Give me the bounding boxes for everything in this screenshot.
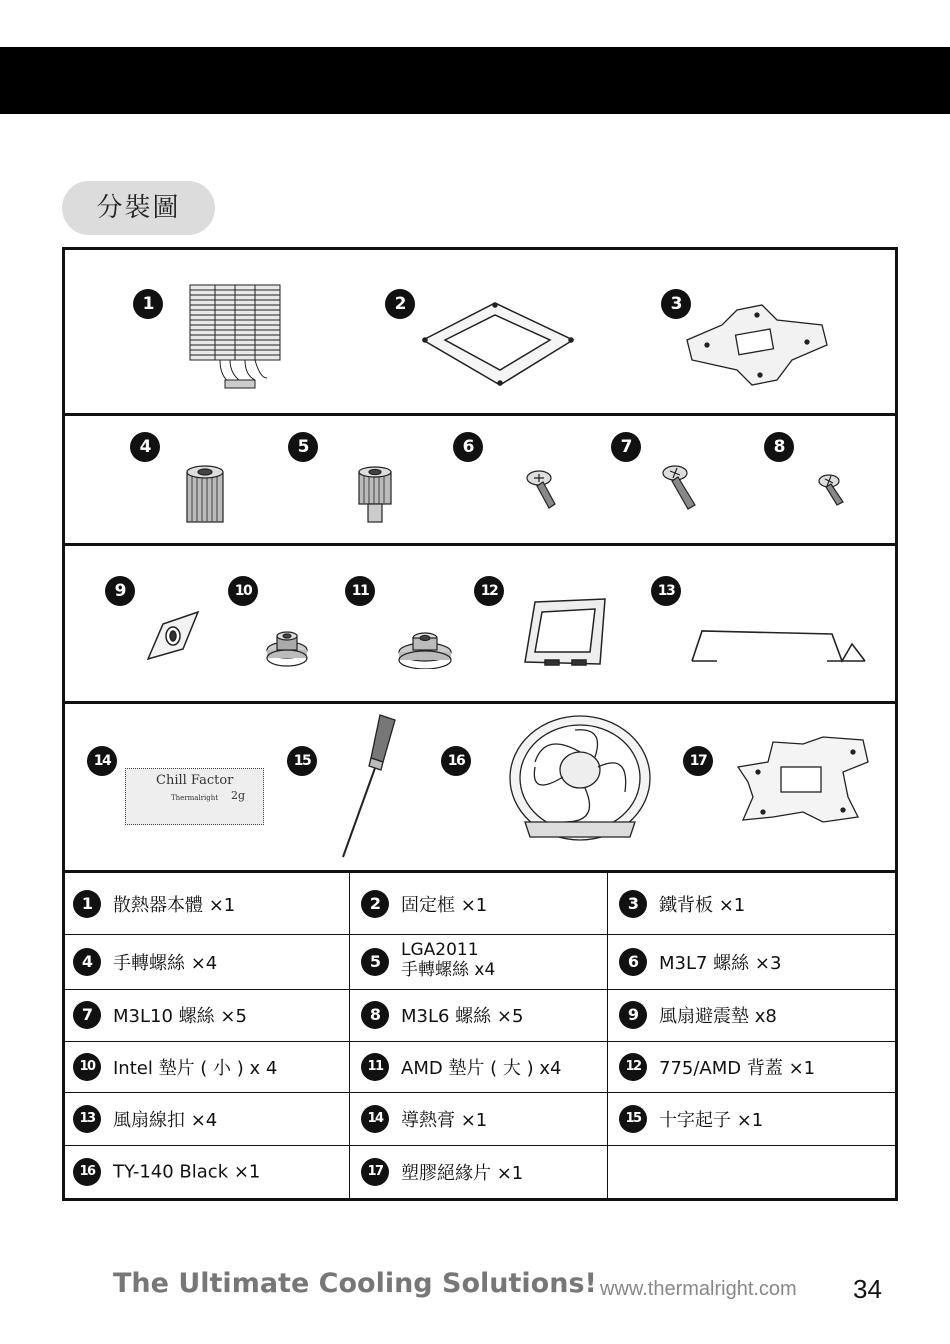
figure-badge-3: 3 [661,289,691,319]
item-number-badge: 12 [619,1053,647,1081]
table-cell [611,1041,895,1092]
item-number-badge: 9 [619,1001,647,1029]
figure-badge-17: 17 [683,746,713,776]
mounting-frame-illustration [415,295,580,395]
item-number-badge: 5 [361,948,389,976]
parts-row-2 [65,416,895,546]
item-label: M3L10 螺絲 ×5 [113,1006,247,1027]
item-number-badge: 4 [73,948,101,976]
fan-illustration [505,712,655,847]
item-number-badge: 17 [361,1158,389,1186]
item-number-badge: 11 [361,1053,389,1081]
item-label: Intel 墊片 ( 小 ) x 4 [113,1057,278,1079]
item-label: 導熱膏 ×1 [401,1109,488,1131]
item-number-badge: 7 [73,1001,101,1029]
figure-badge-6: 6 [453,432,483,462]
m3l6-screw-illustration [817,472,849,508]
table-cell [353,934,607,989]
item-number-badge: 15 [619,1105,647,1133]
thumb-screw-illustration [183,464,228,526]
paste-maker: Thermalright [171,794,219,802]
figure-badge-7: 7 [611,432,641,462]
item-number-badge: 6 [619,948,647,976]
figure-badge-14: 14 [87,746,117,776]
paste-weight: 2g [231,789,246,802]
item-label: 775/AMD 背蓋 ×1 [659,1057,816,1079]
item-label: 鐵背板 ×1 [659,894,746,916]
table-divider [607,873,608,1198]
footer-slogan: The Ultimate Cooling Solutions! [113,1268,597,1299]
item-label: 固定框 ×1 [401,894,488,916]
item-number-badge: 16 [73,1158,101,1186]
table-cell [353,989,607,1041]
lga2011-screw-illustration [355,466,395,528]
table-cell [65,1041,349,1092]
fan-pad-illustration [143,604,203,664]
amd-spacer-illustration [397,624,453,669]
parts-table [65,873,895,1198]
item-number-badge: 3 [619,890,647,918]
table-cell-empty [611,1145,895,1198]
table-cell [65,873,349,934]
table-cell [353,1092,607,1145]
backplate-cover-illustration [520,594,610,669]
table-cell [611,989,895,1041]
item-number-badge: 10 [73,1053,101,1081]
paste-brand: Chill Factor [156,773,234,788]
table-divider [349,873,350,1198]
figure-badge-4: 4 [130,432,160,462]
figure-badge-13: 13 [651,576,681,606]
item-label: AMD 墊片 ( 大 ) x4 [401,1057,562,1079]
item-label: TY-140 Black ×1 [113,1161,261,1182]
item-label-line-2: 手轉螺絲 x4 [401,960,496,980]
table-cell [353,1145,607,1198]
item-label-line-1: LGA2011 [401,940,479,960]
footer-url: www.thermalright.com [600,1278,797,1300]
table-cell [611,873,895,934]
parts-row-3 [65,546,895,704]
section-title: 分裝圖 [62,181,215,235]
item-label [401,940,495,980]
table-cell [65,989,349,1041]
table-cell [65,1145,349,1198]
item-label: 十字起子 ×1 [659,1109,764,1131]
item-label: 塑膠絕緣片 ×1 [401,1162,524,1184]
thermal-paste-packet [125,768,264,825]
page-number: 34 [853,1274,882,1304]
item-number-badge: 1 [73,890,101,918]
figure-badge-12: 12 [474,576,504,606]
figure-badge-11: 11 [345,576,375,606]
item-label: 手轉螺絲 ×4 [113,952,218,974]
item-number-badge: 13 [73,1105,101,1133]
insulation-sheet-illustration [733,732,873,827]
table-cell [353,1041,607,1092]
table-cell [65,1092,349,1145]
item-label: 風扇線扣 ×4 [113,1109,218,1131]
item-label: 散熱器本體 ×1 [113,894,236,916]
table-cell [65,934,349,989]
parts-row-1 [65,250,895,416]
item-label: M3L6 螺絲 ×5 [401,1006,524,1027]
table-cell [611,1092,895,1145]
table-cell [353,873,607,934]
m3l10-screw-illustration [661,463,703,511]
item-label: M3L7 螺絲 ×3 [659,952,782,974]
item-label: 風扇避震墊 x8 [659,1006,777,1027]
figure-badge-2: 2 [385,289,415,319]
screwdriver-illustration [335,712,405,862]
header-bar [0,47,950,114]
figure-badge-5: 5 [288,432,318,462]
table-cell [611,934,895,989]
item-number-badge: 14 [361,1105,389,1133]
figure-badge-9: 9 [105,576,135,606]
figure-badge-1: 1 [133,289,163,319]
m3l7-screw-illustration [525,468,565,510]
fan-clip-illustration [687,626,867,666]
figure-badge-8: 8 [764,432,794,462]
item-number-badge: 8 [361,1001,389,1029]
parts-frame [62,247,898,1201]
item-number-badge: 2 [361,890,389,918]
heatsink-illustration [185,280,285,395]
figure-badge-15: 15 [287,746,317,776]
figure-badge-16: 16 [441,746,471,776]
parts-row-4 [65,704,895,873]
intel-spacer-illustration [265,628,310,668]
figure-badge-10: 10 [228,576,258,606]
backplate-illustration [682,300,832,390]
